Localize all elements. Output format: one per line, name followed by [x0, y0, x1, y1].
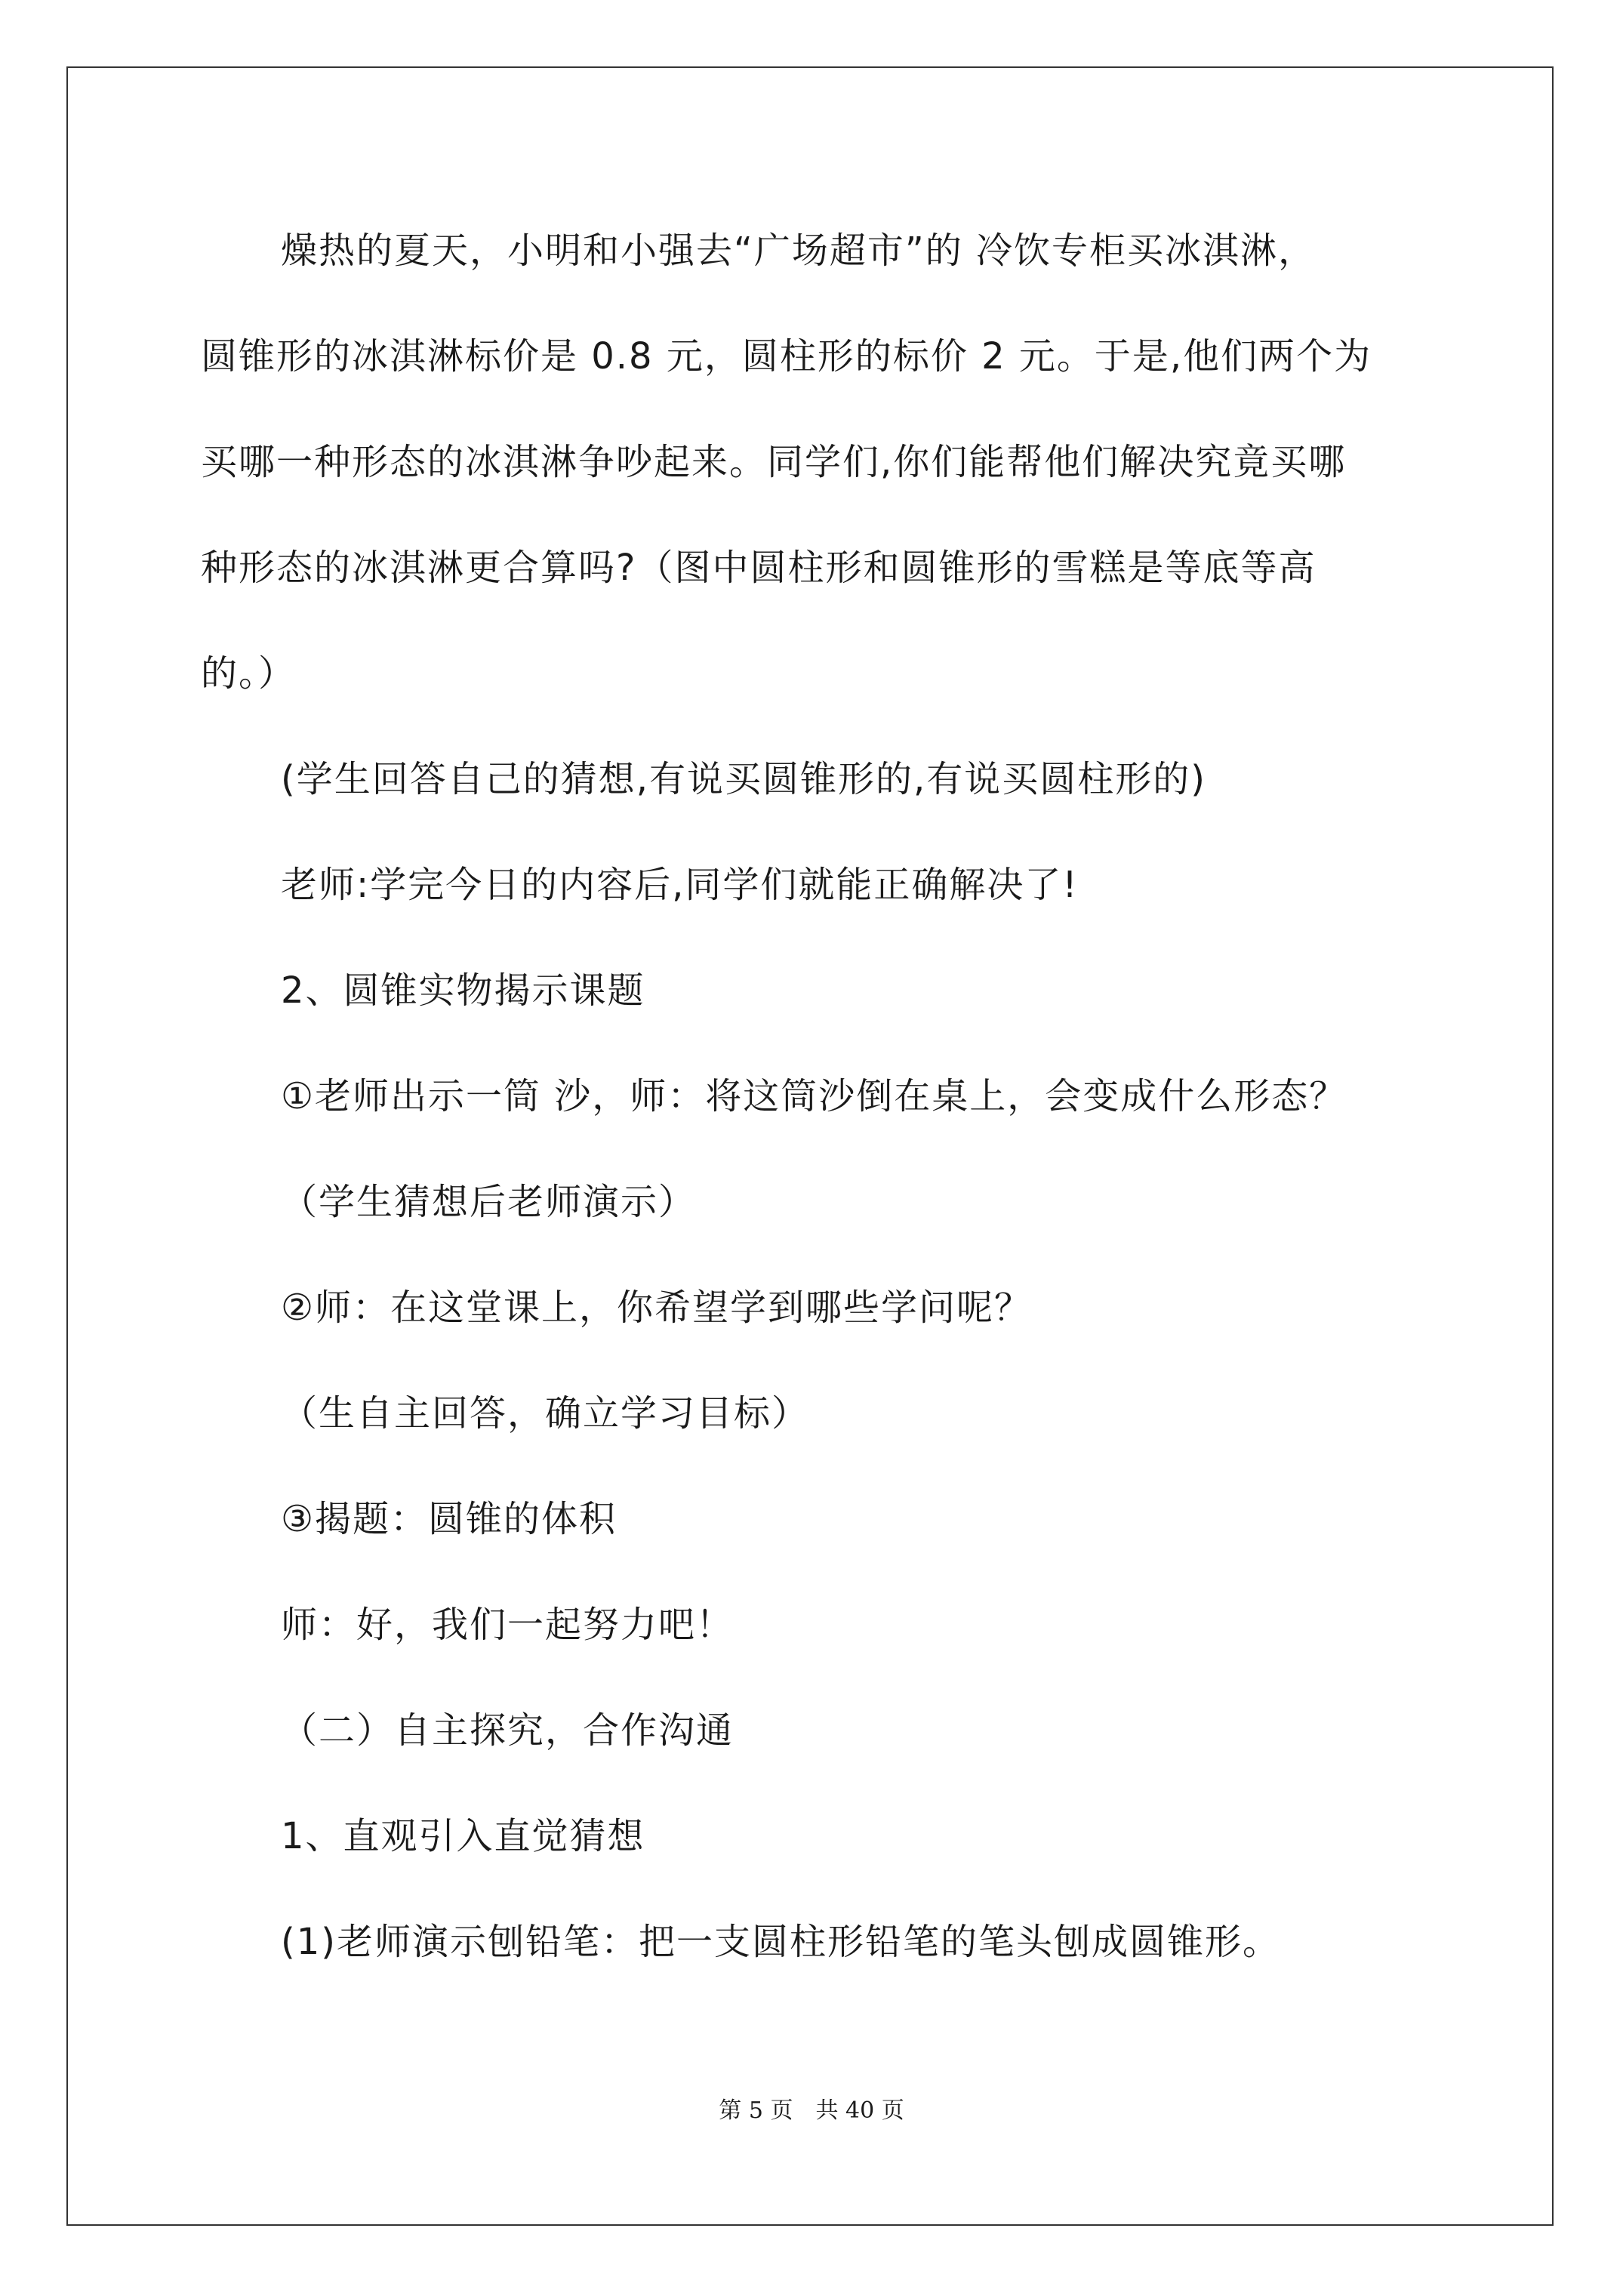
paragraph-student-guesses: (学生回答自己的猜想,有说买圆锥形的,有说买圆柱形的): [281, 758, 1206, 800]
section-heading-reveal-topic: 2、圆锥实物揭示课题: [281, 969, 645, 1012]
page-border: [66, 66, 1554, 2226]
page-number-footer: 第 5 页 共 40 页: [719, 2097, 904, 2124]
paragraph-1-line-1: 燥热的夏天，小明和小强去“广场超市”的 冷饮专柜买冰淇淋，: [281, 230, 1316, 272]
paragraph-step-2: ②师：在这堂课上，你希望学到哪些学问呢？: [281, 1287, 1033, 1329]
paragraph-step-3: ③揭题：圆锥的体积: [281, 1498, 617, 1540]
section-heading-explore: （二）自主探究，合作沟通: [281, 1709, 735, 1752]
paragraph-pencil-demo: (1)老师演示刨铅笔：把一支圆柱形铅笔的笔头刨成圆锥形。: [281, 1921, 1280, 1963]
paragraph-1-line-4: 种形态的冰淇淋更合算吗?（图中圆柱形和圆锥形的雪糕是等底等高: [201, 547, 1317, 589]
paragraph-teacher-note: 老师:学完今日的内容后,同学们就能正确解决了!: [281, 864, 1079, 906]
paragraph-1-line-3: 买哪一种形态的冰淇淋争吵起来。同学们,你们能帮他们解决究竟买哪: [201, 441, 1347, 483]
paragraph-step-2-note: （生自主回答，确立学习目标）: [281, 1392, 810, 1435]
paragraph-step-1-note: （学生猜想后老师演示）: [281, 1181, 697, 1223]
paragraph-1-line-5: 的。）: [201, 652, 297, 695]
paragraph-step-1: ①老师出示一筒 沙，师：将这筒沙倒在桌上，会变成什么形态？: [281, 1075, 1347, 1117]
paragraph-teacher-encourage: 师：好，我们一起努力吧！: [281, 1604, 735, 1646]
section-heading-intuition: 1、直观引入直觉猜想: [281, 1815, 645, 1857]
paragraph-1-line-2: 圆锥形的冰淇淋标价是 0.8 元，圆柱形的标价 2 元。于是,他们两个为: [201, 335, 1372, 378]
